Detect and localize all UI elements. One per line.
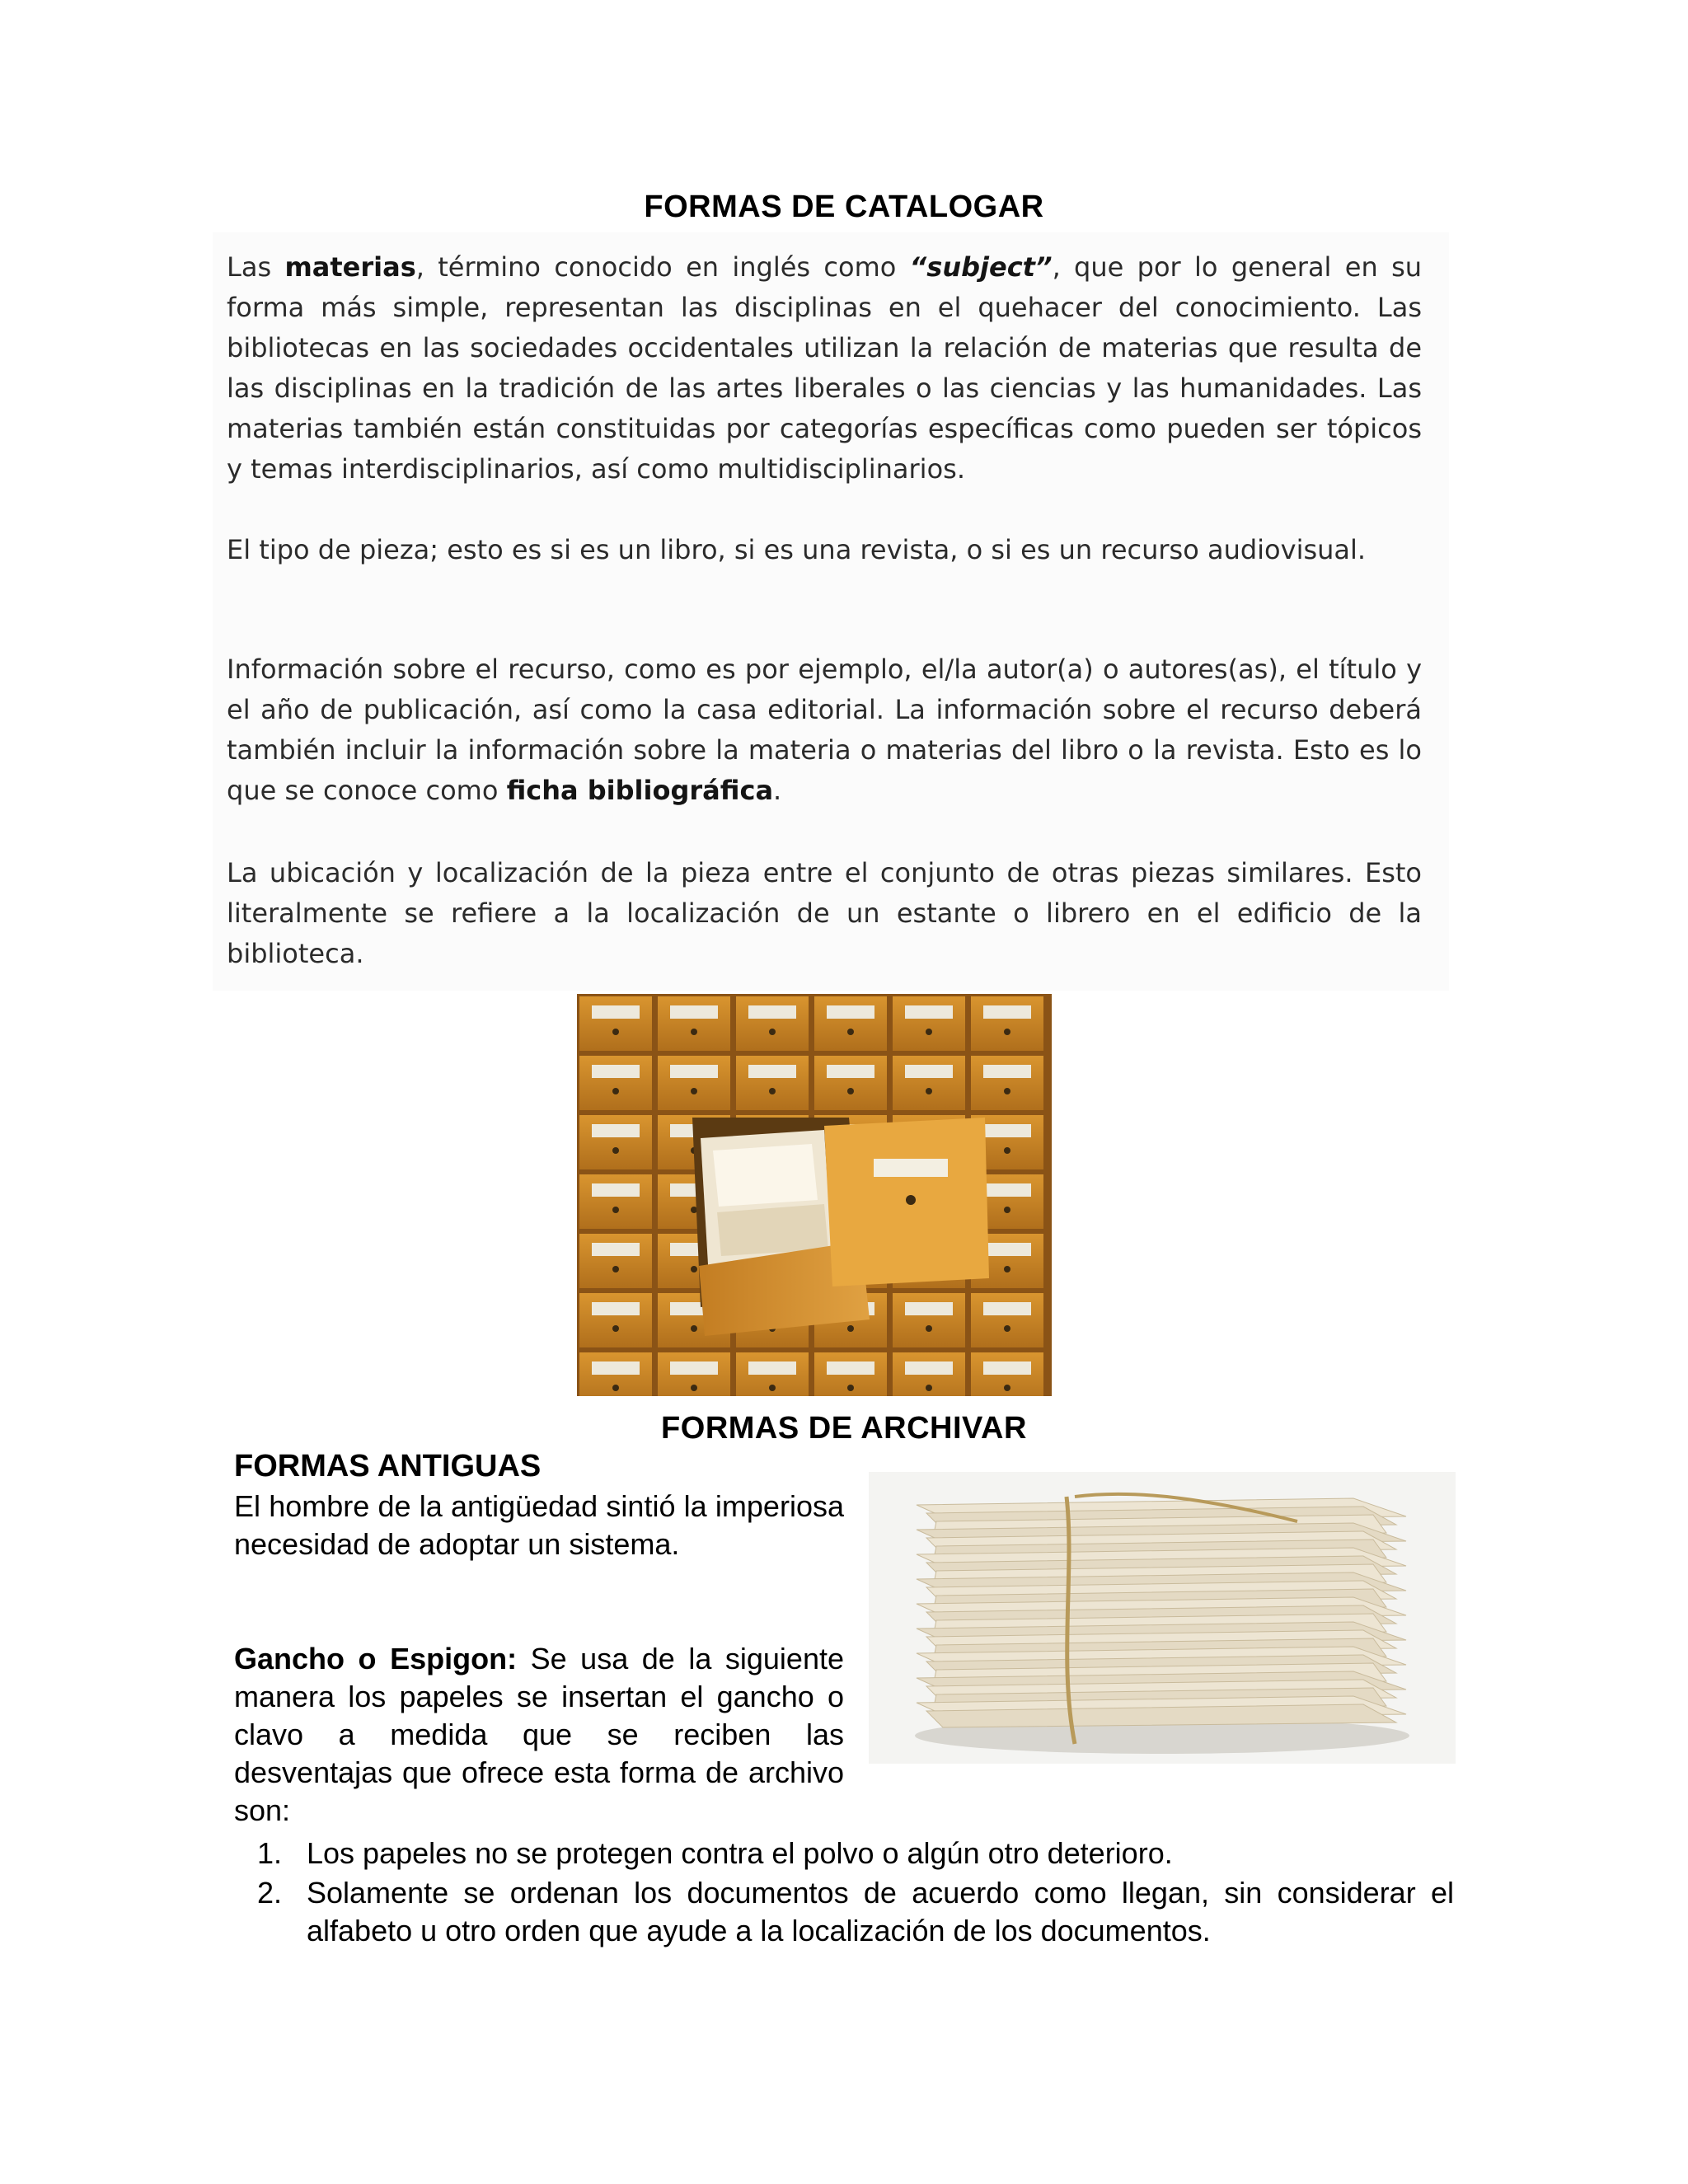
drawer-knob: [1004, 1088, 1010, 1094]
drawer-knob: [847, 1385, 854, 1391]
drawer-knob: [612, 1029, 619, 1035]
drawer-front: [658, 996, 730, 1051]
drawer-front: [814, 996, 887, 1051]
gancho-paragraph: Gancho o Espigon: Se usa de la siguiente manera los papeles se insertan el gancho o clavo a medida que se reciben las desventajas que ofrece esta forma de archivo son:: [234, 1642, 844, 1827]
drawer-label: [670, 1065, 718, 1078]
drawer-knob: [926, 1029, 932, 1035]
drawer-knob: [1004, 1207, 1010, 1213]
drawer-label: [592, 1005, 640, 1019]
drawer-front: [893, 1056, 965, 1110]
drawer-knob: [612, 1088, 619, 1094]
drawer-label: [905, 1005, 953, 1019]
card-catalog-image: [577, 994, 1052, 1396]
drawer-knob: [1004, 1266, 1010, 1272]
drawer-knob: [691, 1385, 697, 1391]
drawer-knob: [612, 1325, 619, 1332]
drawer-label: [905, 1065, 953, 1078]
drawer-label: [983, 1361, 1031, 1375]
drawer-front: [579, 1056, 652, 1110]
drawer-knob: [769, 1029, 776, 1035]
paragraph-materias: Las materias, término conocido en inglés como “subject”, que por lo general en su forma más simple, representan las disciplinas en el quehacer del conocimiento. Las bibliotecas en las sociedades occidentales utilizan la relación de materias que resulta de las disciplinas en la tradición de las artes liberales o las ciencias y las humanidades. Las materias también están constituidas por categorías específicas como pueden ser tópicos y temas interdisciplinarios, así como multidisciplinarios.: [227, 251, 1423, 485]
drawer-front: [658, 1056, 730, 1110]
drawer-front: [579, 996, 652, 1051]
drawer-front: [579, 1174, 652, 1229]
drawer-knob: [612, 1207, 619, 1213]
paragraph-tipo-pieza: El tipo de pieza; esto es si es un libro, si es una revista, o si es un recurso audiovisual.: [227, 534, 1367, 565]
drawer-knob: [926, 1088, 932, 1094]
drawer-label: [827, 1361, 874, 1375]
drawer-knob: [769, 1385, 776, 1391]
drawer-label: [983, 1124, 1031, 1137]
drawer-label: [592, 1124, 640, 1137]
drawer-label: [748, 1065, 796, 1078]
drawer-front: [579, 1115, 652, 1169]
drawer-label: [983, 1302, 1031, 1315]
drawer-knob: [691, 1088, 697, 1094]
drawer-front: [579, 1293, 652, 1347]
drawer-front: [971, 996, 1043, 1051]
drawer-knob: [691, 1325, 697, 1332]
drawer-knob: [769, 1088, 776, 1094]
drawer-label: [670, 1361, 718, 1375]
drawer-label: [983, 1183, 1031, 1197]
drawer-knob: [926, 1325, 932, 1332]
drawer-front: [971, 1293, 1043, 1347]
drawer-label: [592, 1183, 640, 1197]
drawer-knob: [1004, 1029, 1010, 1035]
drawer-label: [670, 1005, 718, 1019]
drawer-front: [814, 1056, 887, 1110]
drawer-label: [983, 1065, 1031, 1078]
drawer-knob: [847, 1029, 854, 1035]
drawer-knob: [847, 1088, 854, 1094]
drawer-label: [748, 1361, 796, 1375]
drawer-front: [736, 996, 809, 1051]
drawer-knob: [847, 1325, 854, 1332]
disadvantages-list: [234, 1835, 1454, 1952]
drawer-knob: [1004, 1385, 1010, 1391]
drawer-knob: [691, 1266, 697, 1272]
drawer-label: [748, 1005, 796, 1019]
list-item: 1. Los papeles no se protegen contra el polvo o algún otro deterioro.: [257, 1836, 1173, 1870]
gancho-label: Gancho o Espigon:: [234, 1642, 518, 1675]
drawer-knob: [612, 1266, 619, 1272]
drawer-knob: [691, 1029, 697, 1035]
paragraph-informacion-recurso: Información sobre el recurso, como es por ejemplo, el/la autor(a) o autores(as), el título y el año de publicación, así como la casa editorial. La información sobre el recurso deberá también incluir la información sobre la materia o materias del libro o la revista. Esto es lo que se conoce como ficha bibliográfica.: [227, 654, 1422, 806]
drawer-front: [971, 1056, 1043, 1110]
drawer-knob: [612, 1385, 619, 1391]
drawer-label: [827, 1065, 874, 1078]
section-heading: FORMAS ANTIGUAS: [234, 1449, 542, 1483]
catalog-title: FORMAS DE CATALOGAR: [644, 190, 1044, 224]
drawer-label: [905, 1361, 953, 1375]
drawer-label: [827, 1005, 874, 1019]
drawer-knob: [926, 1385, 932, 1391]
drawer-knob: [1004, 1325, 1010, 1332]
drawer-front: [893, 1293, 965, 1347]
drawer-front: [736, 1056, 809, 1110]
drawer-label: [592, 1243, 640, 1256]
drawer-front: [579, 1234, 652, 1288]
drawer-label: [592, 1361, 640, 1375]
drawer-label: [592, 1302, 640, 1315]
drawer-knob: [612, 1147, 619, 1154]
archive-title: FORMAS DE ARCHIVAR: [661, 1411, 1027, 1446]
drawer-label: [983, 1005, 1031, 1019]
intro-paragraph: El hombre de la antigüedad sintió la imperiosa necesidad de adoptar un sistema.: [234, 1489, 844, 1561]
paragraph-ubicacion: La ubicación y localización de la pieza entre el conjunto de otras piezas similares. Esto literalmente se refiere a la localización de un estante o librero en el edificio de la biblioteca.: [227, 857, 1422, 969]
drawer-label: [983, 1243, 1031, 1256]
drawer-label: [905, 1302, 953, 1315]
paper-bundle-image: [869, 1472, 1456, 1764]
list-item: 2. Solamente se ordenan los documentos de acuerdo como llegan, sin considerar el alfabeto u otro orden que ayude a la localización de los documentos.: [257, 1876, 1454, 1947]
drawer-front: [893, 996, 965, 1051]
drawer-knob: [1004, 1147, 1010, 1154]
drawer-label: [592, 1065, 640, 1078]
